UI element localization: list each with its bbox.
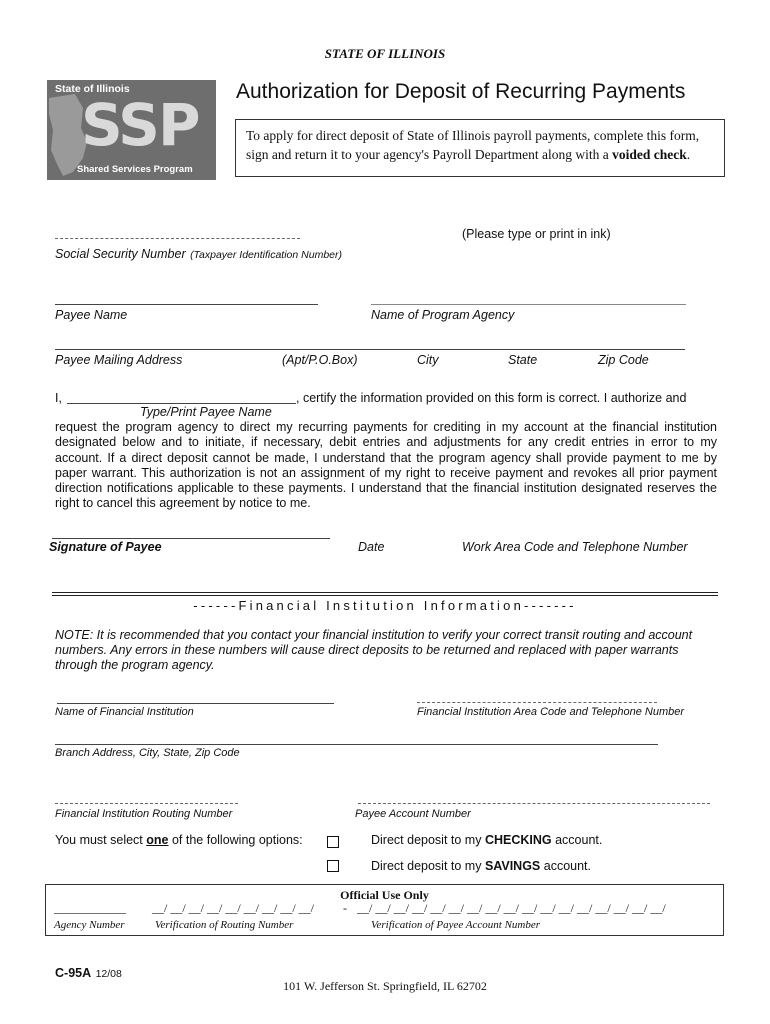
routing-number-field[interactable]: [55, 803, 238, 804]
authorization-paragraph: request the program agency to direct my recurring payments for crediting in my account at the financial institution designated below and to initiate, if necessary, debit entries and adjustments for any credit entries in error to my account. If a direct deposit cannot be made, I understand that the program agency shall provide payment to me by paper warrant. This authorization is not an assignment of my right to receive payment and revokes all prior payment direction notifications applicable to these payments. I understand that the financial institution designated reserves the right to cancel this agreement by notice to me.: [55, 420, 717, 511]
certify-under-label: Type/Print Payee Name: [140, 405, 272, 419]
select-instruction: [55, 833, 303, 847]
official-use-box: [45, 884, 724, 936]
account-number-label: Payee Account Number: [355, 808, 471, 820]
ink-note: (Please type or print in ink): [462, 227, 611, 241]
instructions-bold: voided check: [612, 147, 687, 162]
mailing-address-label: Payee Mailing Address: [55, 353, 183, 367]
agency-number-field[interactable]: ____________: [54, 901, 126, 915]
routing-number-label: Financial Institution Routing Number: [55, 808, 233, 820]
logo-letters: SSP: [81, 91, 199, 159]
section-divider-top: [52, 592, 718, 593]
ssn-sublabel: (Taxpayer Identification Number): [190, 249, 342, 261]
fi-phone-label: Financial Institution Area Code and Telephone Number: [417, 706, 685, 718]
official-use-title: Official Use Only: [340, 888, 429, 902]
option2-prefix: Direct deposit to my: [371, 859, 485, 873]
certify-name-field[interactable]: [67, 403, 296, 404]
date-label: Date: [358, 540, 385, 554]
option2-bold: SAVINGS: [484, 859, 541, 873]
account-verify-field[interactable]: __/ __/ __/ __/ __/ __/ __/ __/ __/ __/ __/ __/ __/ __/ __/ __/ __/: [357, 901, 666, 915]
branch-address-label: Branch Address, City, State, Zip Code: [55, 747, 240, 759]
mailing-address-field[interactable]: [55, 349, 685, 350]
zip-label: Zip Code: [598, 353, 649, 367]
ssn-field[interactable]: [55, 238, 300, 239]
header-state: STATE OF ILLINOIS: [324, 46, 446, 61]
signature-label: Signature of Payee: [49, 540, 162, 554]
instructions-box: [235, 119, 725, 177]
account-number-field[interactable]: [358, 803, 710, 804]
financial-note: NOTE: It is recommended that you contact your financial institution to verify your correct transit routing and account numbers. Any errors in these numbers will cause direct deposits to be returned and replaced with paper warrants through the program agency.: [55, 628, 693, 672]
branch-address-field[interactable]: [55, 744, 658, 745]
logo-line2: Shared Services Program: [77, 164, 193, 175]
financial-section-header: ------Financial Institution Information-------: [193, 598, 577, 613]
routing-verify-label: Verification of Routing Number: [155, 919, 294, 931]
logo-line1: State of Illinois: [55, 83, 130, 95]
payee-name-label: Payee Name: [55, 308, 128, 322]
option1-suffix: account.: [551, 833, 603, 847]
fi-name-field[interactable]: [57, 703, 334, 704]
checking-checkbox[interactable]: [327, 836, 339, 848]
payee-name-field[interactable]: [55, 304, 318, 305]
ssn-label-group: [55, 245, 342, 263]
footer-address: 101 W. Jefferson St. Springfield, IL 62702: [283, 979, 487, 993]
work-phone-label: Work Area Code and Telephone Number: [462, 540, 688, 554]
select-prefix: You must select: [55, 833, 147, 847]
fi-name-label: Name of Financial Institution: [55, 706, 194, 718]
agency-number-label: Agency Number: [54, 919, 125, 931]
ssp-logo: [47, 80, 216, 180]
form-date: 12/08: [95, 968, 122, 980]
savings-checkbox[interactable]: [327, 860, 339, 872]
certify-prefix: I,: [55, 391, 62, 405]
form-code: C-95A: [55, 966, 92, 980]
account-verify-label: Verification of Payee Account Number: [371, 919, 541, 931]
page-title: Authorization for Deposit of Recurring Payments: [236, 80, 686, 103]
certify-suffix: , certify the information provided on this form is correct. I authorize and: [296, 391, 687, 405]
option1-bold: CHECKING: [484, 833, 552, 847]
checking-option: [371, 833, 602, 847]
apt-label: (Apt/P.O.Box): [282, 353, 358, 367]
section-divider-bottom: [52, 595, 718, 596]
ssn-label: Social Security Number: [55, 247, 186, 261]
agency-name-label: Name of Program Agency: [371, 308, 515, 322]
select-one: one: [146, 833, 169, 847]
instructions-end: .: [686, 147, 691, 162]
signature-field[interactable]: [52, 538, 330, 539]
select-suffix: of the following options:: [168, 833, 303, 847]
city-label: City: [417, 353, 439, 367]
state-label: State: [508, 353, 538, 367]
savings-option: [371, 859, 591, 873]
option1-prefix: Direct deposit to my: [371, 833, 485, 847]
option2-suffix: account.: [540, 859, 592, 873]
verify-separator: -: [343, 901, 347, 915]
instructions-text: To apply for direct deposit of State of Illinois payroll payments, complete this form, sign and return it to your agency's Payroll Department along with a: [246, 128, 700, 162]
routing-verify-field[interactable]: __/ __/ __/ __/ __/ __/ __/ __/ __/: [152, 901, 315, 915]
fi-phone-field[interactable]: [417, 702, 657, 703]
agency-name-field[interactable]: [371, 304, 686, 305]
